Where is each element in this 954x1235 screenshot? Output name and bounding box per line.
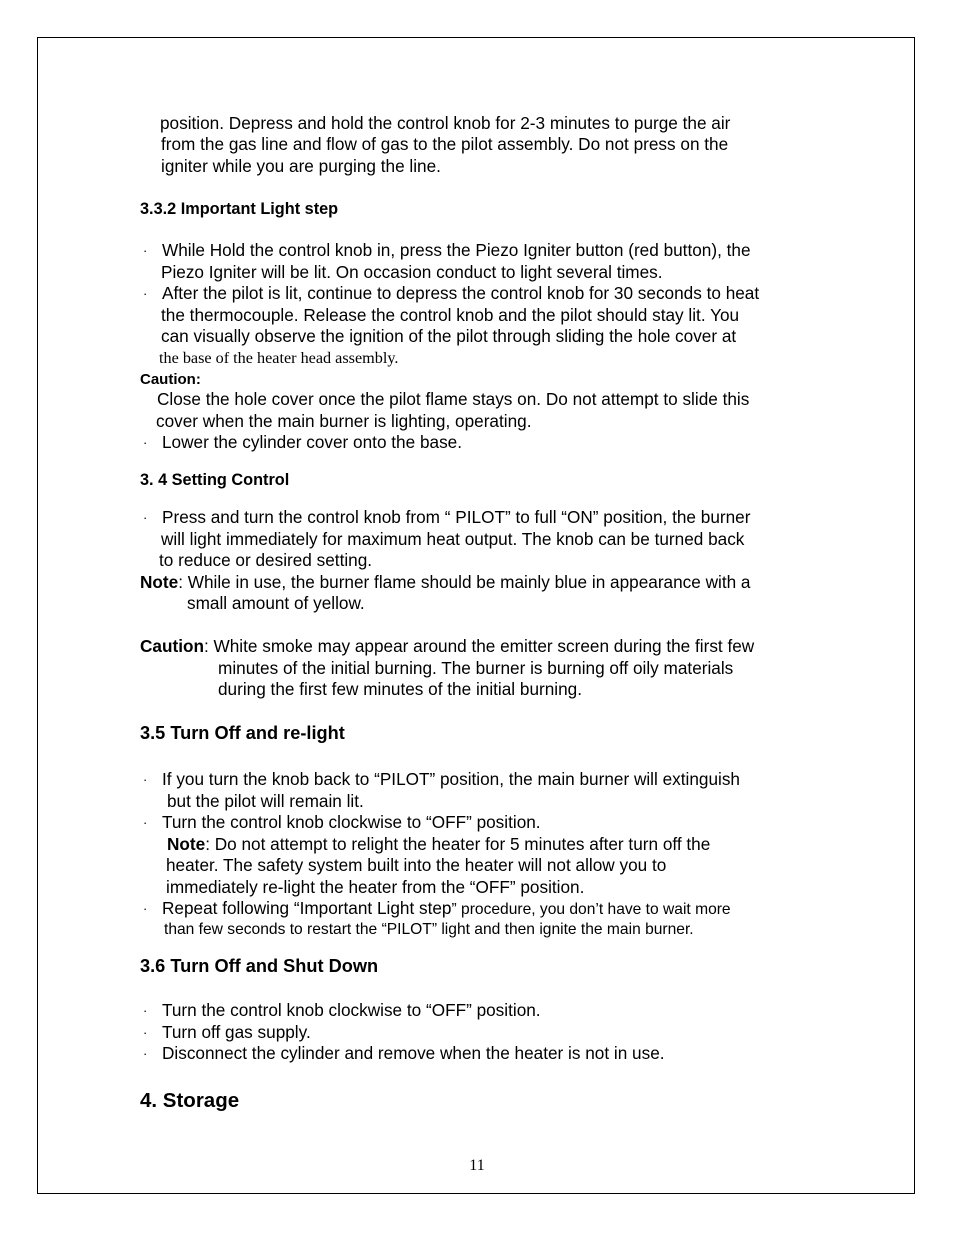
list-item-line: to reduce or desired setting. — [159, 550, 373, 570]
caution-line: minutes of the initial burning. The burner is burning off oily materials — [218, 658, 734, 678]
list-item-line: but the pilot will remain lit. — [167, 791, 364, 811]
note-line — [140, 572, 751, 593]
bullet: · — [143, 435, 148, 450]
section-heading-3-4: 3. 4 Setting Control — [140, 471, 290, 489]
note-label: Note — [167, 834, 206, 854]
note-line: heater. The safety system built into the heater will not allow you to — [166, 855, 667, 875]
list-item-line: If you turn the knob back to “PILOT” position, the main burner will extinguish — [162, 769, 740, 789]
note-line: immediately re-light the heater from the “OFF” position. — [166, 877, 585, 897]
list-item-line: can visually observe the ignition of the pilot through sliding the hole cover at — [161, 326, 737, 346]
list-item-line: Piezo Igniter will be lit. On occasion conduct to light several times. — [161, 262, 663, 282]
section-heading-4: 4. Storage — [140, 1089, 240, 1112]
bullet: · — [143, 510, 148, 525]
list-item-line: will light immediately for maximum heat output. The knob can be turned back — [161, 529, 745, 549]
list-item-line: Turn the control knob clockwise to “OFF” position. — [162, 812, 541, 832]
page-number: 11 — [469, 1157, 485, 1174]
list-item-line: the thermocouple. Release the control knob and the pilot should stay lit. You — [161, 305, 740, 325]
note-label: Note — [140, 572, 179, 592]
note-line: small amount of yellow. — [187, 593, 365, 613]
caution-text: : White smoke may appear around the emitter screen during the first few — [203, 636, 755, 656]
caution-line: cover when the main burner is lighting, operating. — [156, 411, 532, 431]
caution-line: Close the hole cover once the pilot flame stays on. Do not attempt to slide this — [157, 389, 750, 409]
note-text: : Do not attempt to relight the heater for 5 minutes after turn off the — [205, 834, 711, 854]
caution-label: Caution — [140, 636, 204, 656]
list-item-line: Disconnect the cylinder and remove when the heater is not in use. — [162, 1043, 665, 1063]
bullet: · — [143, 815, 148, 830]
section-heading-3-3-2: 3.3.2 Important Light step — [140, 200, 339, 218]
list-item-line: While Hold the control knob in, press the Piezo Igniter button (red button), the — [162, 240, 751, 260]
list-item-line: Turn the control knob clockwise to “OFF” position. — [162, 1000, 541, 1020]
list-item-line: Lower the cylinder cover onto the base. — [162, 432, 463, 452]
caution-line: during the first few minutes of the initial burning. — [218, 679, 582, 699]
bullet: · — [143, 1003, 148, 1018]
bullet: · — [143, 901, 148, 916]
intro-line: igniter while you are purging the line. — [161, 156, 441, 176]
caution-line — [140, 636, 754, 657]
note-line — [167, 834, 710, 855]
list-item-line: Turn off gas supply. — [162, 1022, 311, 1042]
list-item-line: than few seconds to restart the “PILOT” light and then ignite the main burner. — [164, 921, 694, 938]
list-item-line: the base of the heater head assembly. — [159, 349, 399, 367]
list-item-text: ” procedure, you don’t have to wait more — [451, 901, 731, 918]
caution-label: Caution: — [140, 371, 201, 388]
bullet: · — [143, 286, 148, 301]
bullet: · — [143, 1025, 148, 1040]
list-item-line: After the pilot is lit, continue to depress the control knob for 30 seconds to heat — [162, 283, 760, 303]
list-item-line: Press and turn the control knob from “ PILOT” to full “ON” position, the burner — [162, 507, 751, 527]
bullet: · — [143, 1046, 148, 1061]
bullet: · — [143, 243, 148, 258]
list-item-text: Repeat following “Important Light step — [162, 898, 452, 918]
section-heading-3-5: 3.5 Turn Off and re-light — [140, 723, 345, 743]
intro-line: position. Depress and hold the control knob for 2-3 minutes to purge the air — [160, 113, 731, 133]
bullet: · — [143, 772, 148, 787]
section-heading-3-6: 3.6 Turn Off and Shut Down — [140, 956, 379, 976]
intro-line: from the gas line and flow of gas to the pilot assembly. Do not press on the — [161, 134, 729, 154]
note-text: : While in use, the burner flame should be mainly blue in appearance with a — [178, 572, 751, 592]
list-item-line — [162, 898, 731, 920]
